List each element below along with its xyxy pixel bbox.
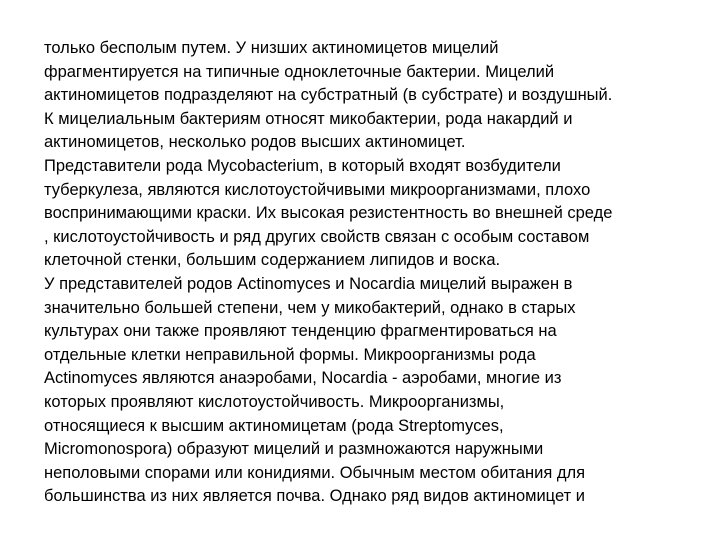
text-line: Micromonospora) образуют мицелий и размножаются наружными (44, 440, 544, 459)
text-line: Actinomyces являются анаэробами, Nocardia - аэробами, многие из (44, 369, 562, 388)
text-line: значительно большей степени, чем у микобактерий, однако в старых (44, 298, 576, 317)
text-line: У представителей родов Actinomyces и Nocardia мицелий выражен в (44, 274, 573, 293)
text-line: клеточной стенки, большим содержанием липидов и воска. (44, 251, 501, 270)
text-line: актиномицетов подразделяют на субстратный (в субстрате) и воздушный. (44, 86, 613, 105)
text-line: которых проявляют кислотоустойчивость. Микроорганизмы, (44, 392, 505, 411)
text-line: воспринимающими краски. Их высокая резистентность во внешней среде (44, 204, 613, 223)
text-line: актиномицетов, несколько родов высших актиномицет. (44, 133, 466, 152)
text-line: отдельные клетки неправильной формы. Микроорганизмы рода (44, 345, 536, 364)
text-line: , кислотоустойчивость и ряд других свойств связан с особым составом (44, 227, 590, 246)
text-line: Представители рода Mycobacterium, в который входят возбудители (44, 156, 561, 175)
text-line: относящиеся к высшим актиномицетам (рода Streptomyces, (44, 416, 504, 435)
text-line: К мицелиальным бактериям относят микобактерии, рода накардий и (44, 109, 573, 128)
text-line: фрагментируется на типичные одноклеточные бактерии. Мицелий (44, 62, 555, 81)
text-line: культурах они также проявляют тенденцию фрагментироваться на (44, 322, 557, 341)
text-line: туберкулеза, являются кислотоустойчивыми микроорганизмами, плохо (44, 180, 591, 199)
body-text (44, 37, 694, 509)
text-line: только бесполым путем. У низших актиномицетов мицелий (44, 39, 499, 57)
text-line: неполовыми спорами или конидиями. Обычным местом обитания для (44, 463, 586, 482)
text-line: большинства из них является почва. Однако ряд видов актиномицет и (44, 487, 585, 506)
